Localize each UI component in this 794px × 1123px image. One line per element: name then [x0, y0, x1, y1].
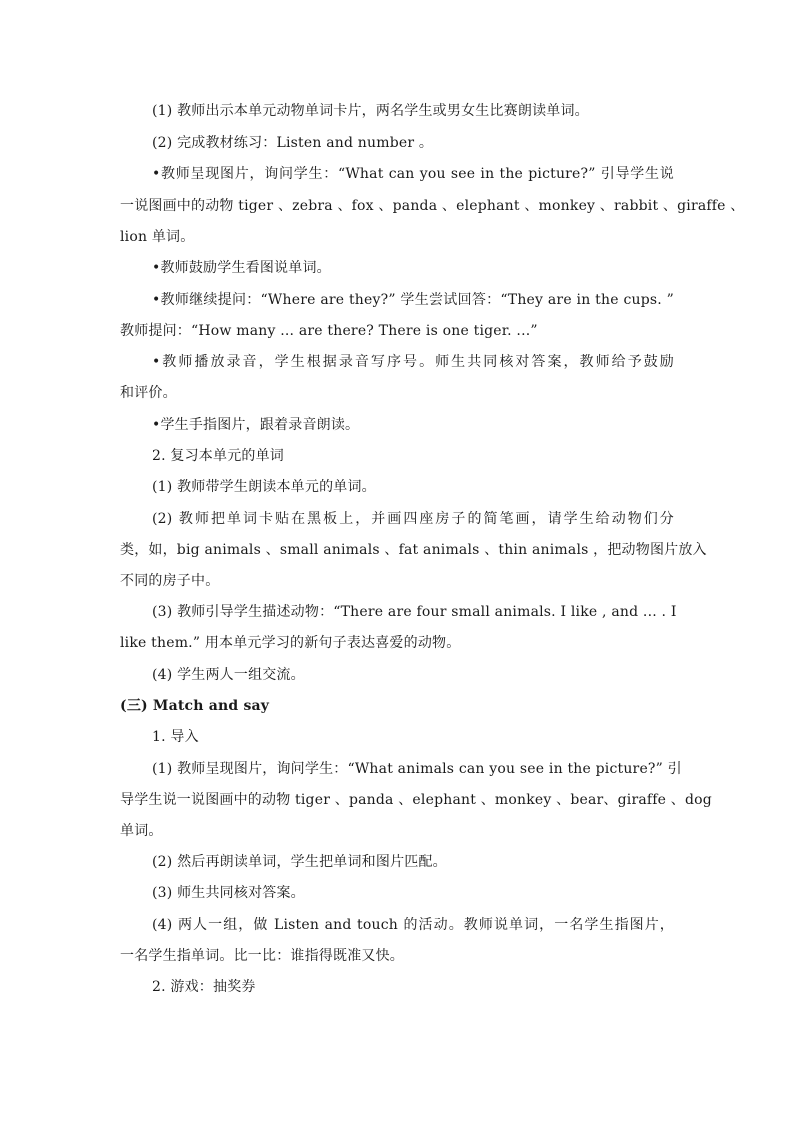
text-line: (1) 教师出示本单元动物单词卡片，两名学生或男女生比赛朗读单词。 [152, 103, 589, 119]
text-line: lion 单词。 [120, 229, 195, 245]
text-line: 1. 导入 [152, 729, 199, 745]
text-line: (4) 学生两人一组交流。 [152, 667, 305, 683]
text-line: (1) 教师呈现图片，询问学生：“What animals can you see in the picture?” 引 [152, 761, 682, 777]
text-line: (3) 教师引导学生描述动物：“There are four small animals. I like , and ... . I [152, 604, 677, 620]
text-line: •教师继续提问：“Where are they?” 学生尝试回答：“They are in the cups. ” [152, 292, 674, 308]
text-line: 类，如，big animals 、small animals 、fat animals 、thin animals ，把动物图片放入 [120, 542, 707, 558]
section-heading: (三) Match and say [120, 698, 270, 714]
text-line: 2. 游戏：抽奖券 [152, 979, 256, 995]
text-line: •教师鼓励学生看图说单词。 [152, 260, 331, 276]
text-line: 2. 复习本单元的单词 [152, 448, 285, 464]
text-line: 一说图画中的动物 tiger 、zebra 、fox 、panda 、elephant 、monkey 、rabbit 、giraffe 、 [120, 198, 745, 214]
text-line: (1) 教师带学生朗读本单元的单词。 [152, 479, 376, 495]
text-line: (2) 然后再朗读单词，学生把单词和图片匹配。 [152, 854, 447, 870]
text-line: •学生手指图片，跟着录音朗读。 [152, 417, 360, 433]
text-line: 教师提问：“How many ... are there? There is one tiger. ...” [120, 323, 538, 339]
text-line: (4) 两人一组，做 Listen and touch 的活动。教师说单词，一名学生指图片， [152, 917, 674, 933]
text-line: (2) 完成教材练习：Listen and number 。 [152, 135, 434, 151]
text-line: 导学生说一说图画中的动物 tiger 、panda 、elephant 、monkey 、bear、giraffe 、dog [120, 792, 712, 808]
text-line: •教师呈现图片，询问学生：“What can you see in the picture?” 引导学生说 [152, 166, 674, 182]
text-line: •教师播放录音，学生根据录音写序号。师生共同核对答案，教师给予鼓励 [152, 354, 674, 370]
text-line: 一名学生指单词。比一比：谁指得既准又快。 [120, 948, 404, 964]
text-line: like them.” 用本单元学习的新句子表达喜爱的动物。 [120, 635, 461, 651]
text-line: 单词。 [120, 823, 163, 839]
text-line: (2) 教师把单词卡贴在黑板上，并画四座房子的简笔画，请学生给动物们分 [152, 511, 674, 527]
text-line: 不同的房子中。 [120, 573, 220, 589]
text-line: 和评价。 [120, 385, 177, 401]
text-line: (3) 师生共同核对答案。 [152, 885, 305, 901]
